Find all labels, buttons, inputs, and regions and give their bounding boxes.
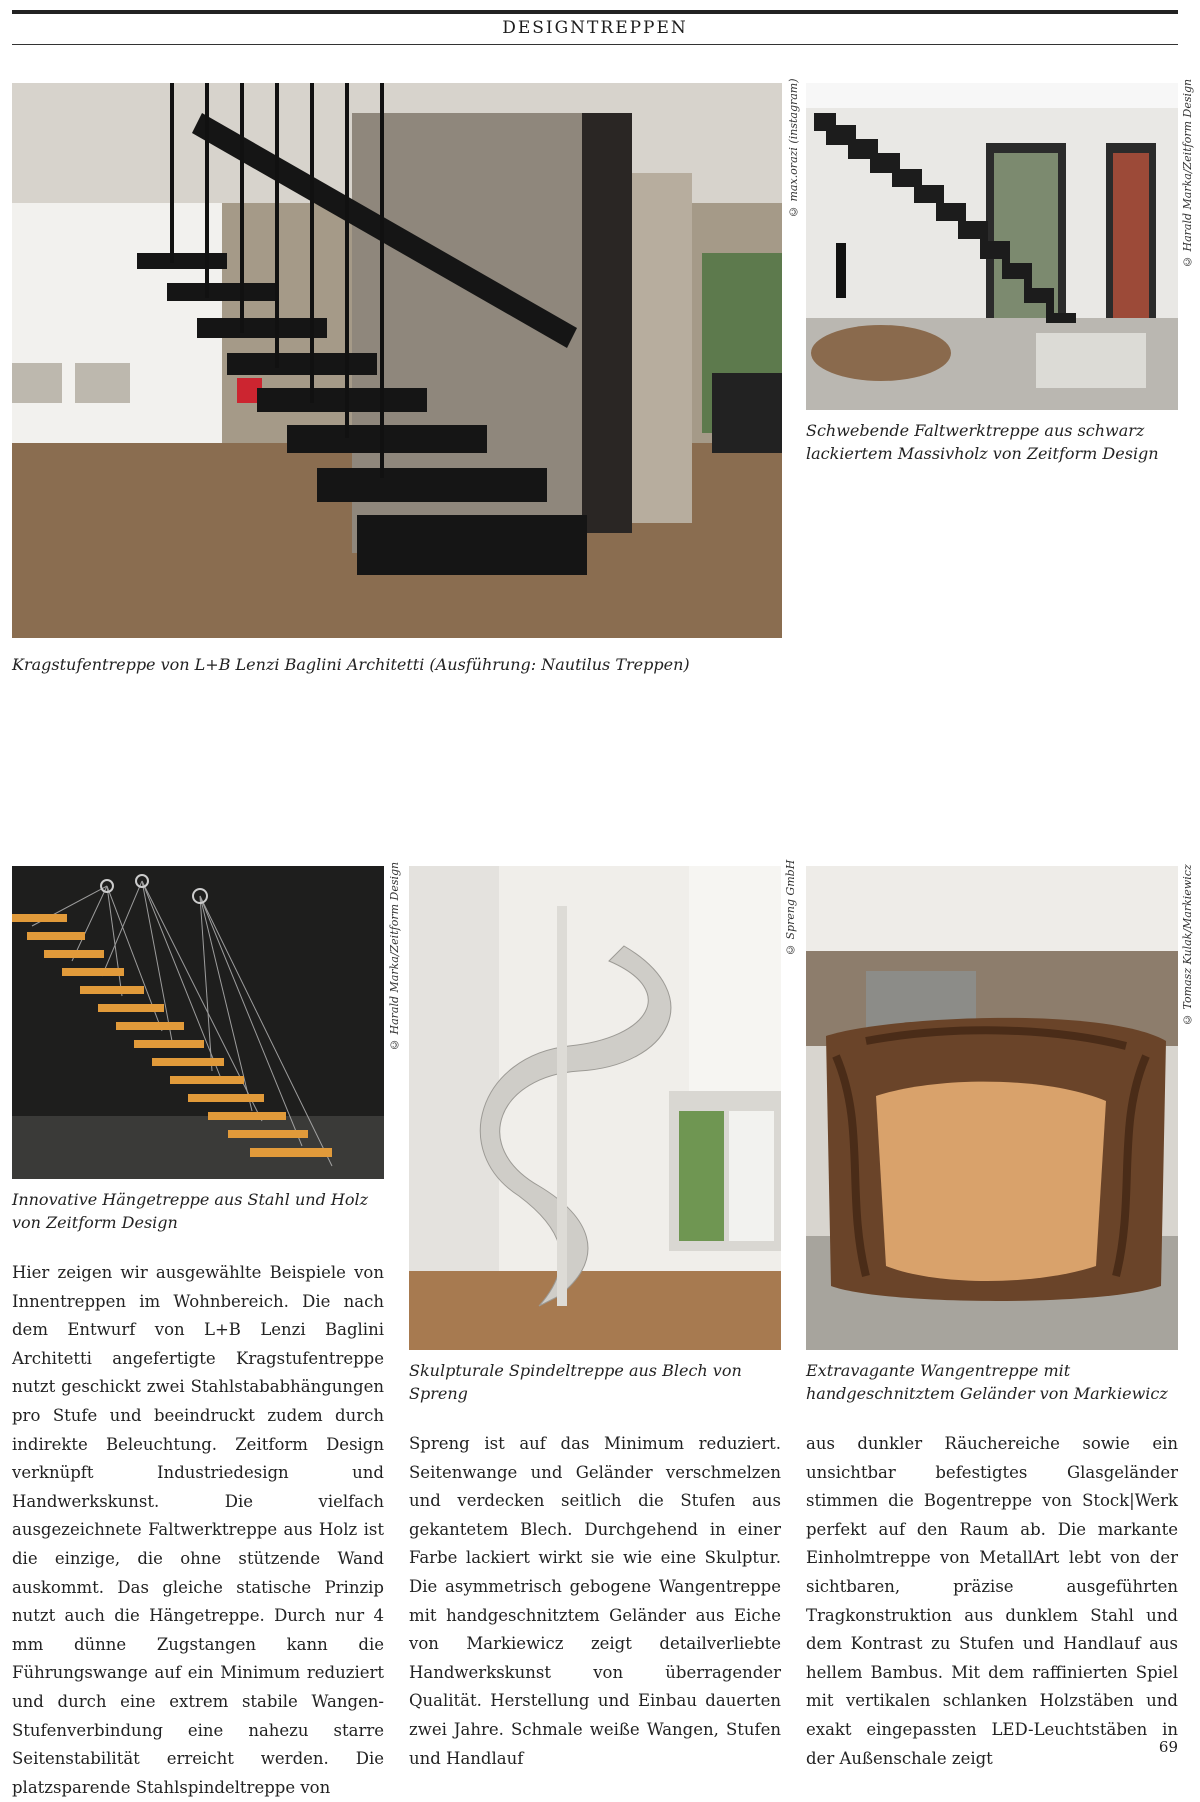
header-underline — [12, 44, 1178, 45]
photo-spiral-stair — [409, 866, 781, 1350]
body-column-3: aus dunkler Räuchereiche sowie ein unsichtbar befestigtes Glasgeländer stimmen die Bogentreppe von Stock|Werk perfekt auf den Raum ab. Die markante Einholmtreppe von MetallArt lebt von der sichtbaren, präzise ausgeführten Tragkonstruktion aus dunklem Stahl und dem Kontrast zu Stufen und Handlauf aus hellem Bambus. Mit dem raffinierten Spiel mit vertikalen schlanken Holzstäben und exakt eingepassten LED-Leuchtstäben in der Außenschale zeigt — [806, 1434, 1178, 1768]
photo-credit: © Harald Marka/Zeitform Design — [388, 861, 401, 1051]
photo-cantilever-stair — [12, 83, 782, 638]
page-number: 69 — [1158, 1738, 1178, 1756]
body-column-2: Spreng ist auf das Minimum reduziert. Seitenwange und Geländer verschmelzen und verdecken seitlich die Stufen aus gekantetem Blech. Durchgehend in einer Farbe lackiert wirkt sie wie eine Skulptur. Die asymmetrisch gebogene Wangentreppe mit handgeschnitztem Geländer aus Eiche von Markiewicz zeigt detailverliebte Handwerkskunst von überragender Qualität. Herstellung und Einbau dauerten zwei Jahre. Schmale weiße Wangen, Stufen und Handlauf — [409, 1434, 781, 1768]
photo-hanging-stair — [12, 866, 384, 1179]
photo-credit: © Harald Marka/Zeitform Design — [1181, 78, 1194, 268]
header-rule — [12, 10, 1178, 14]
photo-caption: Extravagante Wangentreppe mit handgeschnitztem Geländer von Markiewicz — [806, 1361, 1168, 1403]
section-title: DESIGNTREPPEN — [502, 18, 688, 38]
photo-caption: Schwebende Faltwerktreppe aus schwarz lackiertem Massivholz von Zeitform Design — [806, 421, 1159, 463]
photo-caption: Skulpturale Spindeltreppe aus Blech von Spreng — [409, 1361, 742, 1403]
photo-folded-stair — [806, 83, 1178, 410]
photo-credit: © Tomasz Kulak/Markiewicz — [1181, 864, 1194, 1026]
photo-credit: © Spreng GmbH — [784, 859, 797, 956]
photo-caption: Innovative Hängetreppe aus Stahl und Holz von Zeitform Design — [12, 1190, 369, 1232]
photo-caption: Kragstufentreppe von L+B Lenzi Baglini Architetti (Ausführung: Nautilus Treppen) — [12, 655, 690, 674]
photo-carved-stair — [806, 866, 1178, 1350]
photo-credit: © max.orazi (instagram) — [787, 78, 800, 218]
body-column-1: Hier zeigen wir ausgewählte Beispiele von Innentreppen im Wohnbereich. Die nach dem Entwurf von L+B Lenzi Baglini Architetti angefertigte Kragstufentreppe nutzt geschickt zwei Stahlstababhängungen pro Stufe und beeindruckt zudem durch indirekte Beleuchtung. Zeitform Design verknüpft Industriedesign und Handwerkskunst. Die vielfach ausgezeichnete Faltwerktreppe aus Holz ist die einzige, die ohne stützende Wand auskommt. Das gleiche statische Prinzip nutzt auch die Hängetreppe. Durch nur 4 mm dünne Zugstangen kann die Führungswange auf ein Minimum reduziert und durch eine extrem stabile Wangen-Stufenverbindung eine nahezu starre Seitenstabilität erreicht werden. Die platzsparende Stahlspindeltreppe von — [12, 1263, 384, 1797]
